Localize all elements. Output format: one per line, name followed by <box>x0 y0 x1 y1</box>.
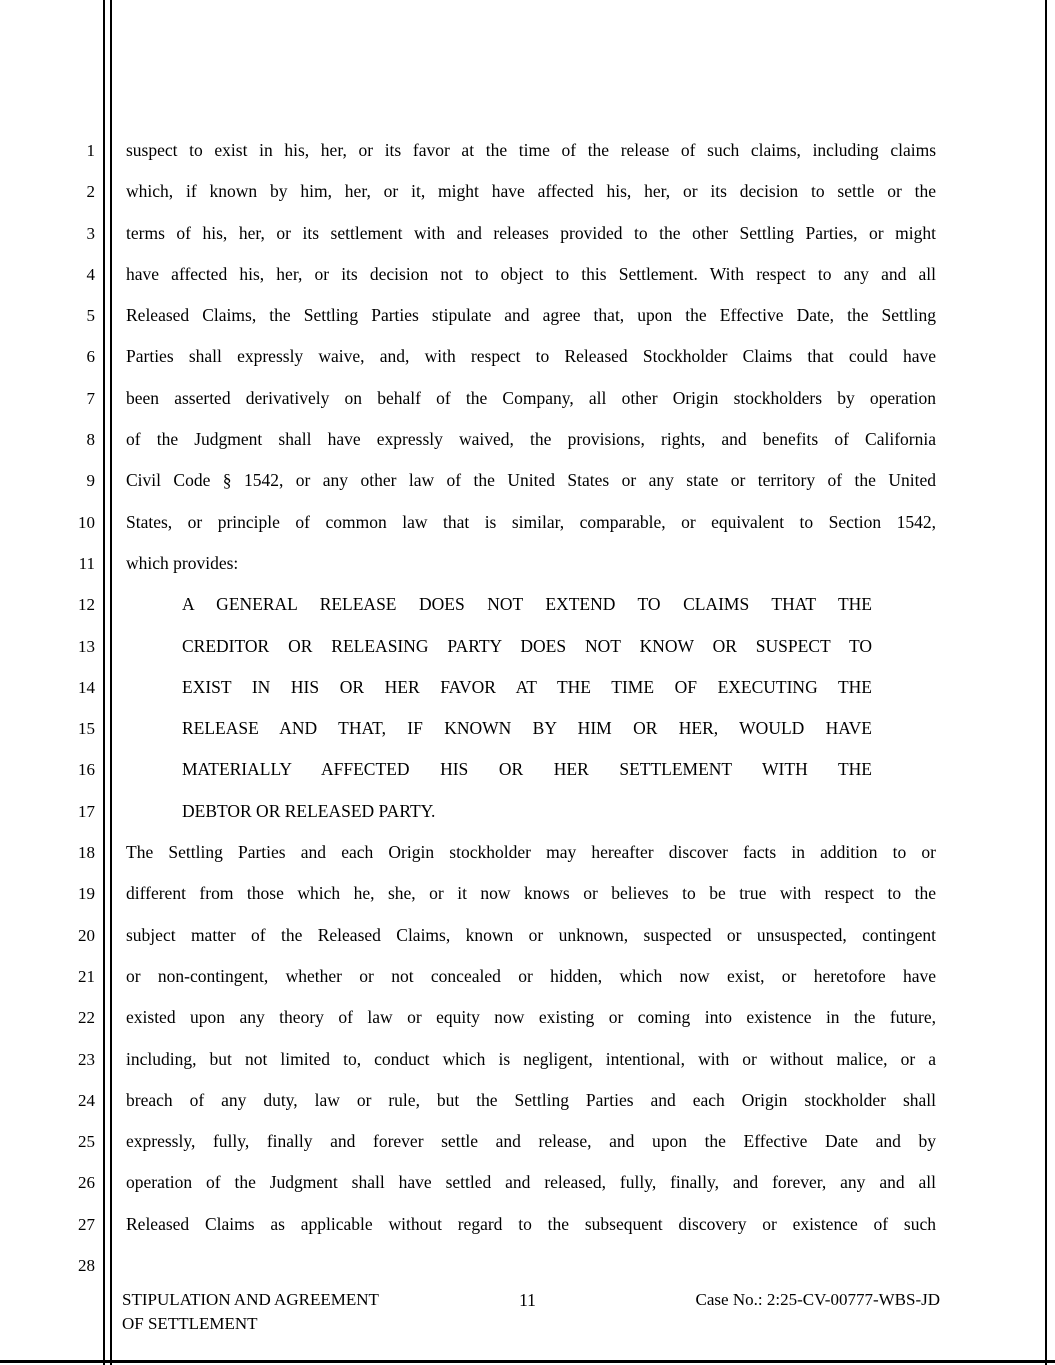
line-number: 19 <box>78 884 95 904</box>
line-number: 14 <box>78 677 95 697</box>
body-line: States, or principle of common law that is similar, comparable, or equivalent to Section 1542, <box>126 511 936 532</box>
line-number: 2 <box>86 182 95 202</box>
footer-case-number: Case No.: 2:25-CV-00777-WBS-JD <box>695 1290 940 1309</box>
footer-page-number: 11 <box>519 1290 536 1310</box>
line-number: 20 <box>78 925 95 945</box>
line-number: 8 <box>86 430 95 450</box>
quote-line: A GENERAL RELEASE DOES NOT EXTEND TO CLAIMS THAT THE <box>182 594 872 615</box>
bottom-page-rule <box>0 1360 1055 1363</box>
quote-line: CREDITOR OR RELEASING PARTY DOES NOT KNOW OR SUSPECT TO <box>182 635 872 656</box>
body-line: subject matter of the Released Claims, known or unknown, suspected or unsuspected, contingent <box>126 924 936 945</box>
body-line: different from those which he, she, or it now knows or believes to be true with respect to the <box>126 883 936 904</box>
line-number: 9 <box>86 471 95 491</box>
document-body <box>126 130 936 1245</box>
quote-line: DEBTOR OR RELEASED PARTY. <box>182 800 436 821</box>
body-line: existed upon any theory of law or equity now existing or coming into existence in the future, <box>126 1007 936 1028</box>
line-number: 6 <box>86 347 95 367</box>
line-number: 5 <box>86 306 95 326</box>
right-margin-rule <box>1045 0 1047 1365</box>
body-line: have affected his, her, or its decision not to object to this Settlement. With respect to any and all <box>126 263 936 284</box>
line-number: 4 <box>86 264 95 284</box>
body-line: operation of the Judgment shall have settled and released, fully, finally, and forever, any and all <box>126 1172 936 1193</box>
line-number: 1 <box>86 141 95 160</box>
body-line: Civil Code § 1542, or any other law of the United States or any state or territory of the United <box>126 470 936 491</box>
line-number: 24 <box>78 1090 95 1110</box>
line-number: 3 <box>86 223 95 243</box>
quote-line: MATERIALLY AFFECTED HIS OR HER SETTLEMENT WITH THE <box>182 759 872 780</box>
quote-line: RELEASE AND THAT, IF KNOWN BY HIM OR HER, WOULD HAVE <box>182 718 872 739</box>
line-number: 25 <box>78 1132 95 1152</box>
body-line: or non-contingent, whether or not concealed or hidden, which now exist, or heretofore have <box>126 965 936 986</box>
body-line: which, if known by him, her, or it, might have affected his, her, or its decision to settle or the <box>126 181 936 202</box>
line-number: 16 <box>78 760 95 780</box>
line-number: 11 <box>78 553 95 573</box>
line-number: 27 <box>78 1214 95 1234</box>
body-line: terms of his, her, or its settlement with and releases provided to the other Settling Parties, or might <box>126 222 936 243</box>
body-line: Parties shall expressly waive, and, with respect to Released Stockholder Claims that could have <box>126 346 936 367</box>
body-line: suspect to exist in his, her, or its favor at the time of the release of such claims, including claims <box>126 140 936 160</box>
quote-line: EXIST IN HIS OR HER FAVOR AT THE TIME OF EXECUTING THE <box>182 676 872 697</box>
line-number: 18 <box>78 843 95 863</box>
body-line: The Settling Parties and each Origin stockholder may hereafter discover facts in addition to or <box>126 842 936 863</box>
footer-title-line-1: STIPULATION AND AGREEMENT <box>122 1290 379 1309</box>
line-number-column <box>0 130 95 1286</box>
left-margin-double-rule <box>103 0 112 1365</box>
line-number: 28 <box>78 1256 95 1276</box>
line-number: 21 <box>78 966 95 986</box>
line-number: 10 <box>78 512 95 532</box>
body-line: Released Claims, the Settling Parties stipulate and agree that, upon the Effective Date, the Settling <box>126 305 936 326</box>
line-number: 12 <box>78 595 95 615</box>
body-line: been asserted derivatively on behalf of the Company, all other Origin stockholders by operation <box>126 387 936 408</box>
line-number: 26 <box>78 1173 95 1193</box>
block-quote-civil-code-1542 <box>126 584 936 832</box>
body-line: which provides: <box>126 552 239 573</box>
line-number: 22 <box>78 1008 95 1028</box>
body-line: Released Claims as applicable without regard to the subsequent discovery or existence of such <box>126 1213 936 1234</box>
line-number: 13 <box>78 636 95 656</box>
line-number: 17 <box>78 801 95 821</box>
footer-title-line-2: OF SETTLEMENT <box>122 1314 258 1333</box>
body-line: expressly, fully, finally and forever settle and release, and upon the Effective Date and by <box>126 1131 936 1152</box>
line-number: 7 <box>86 388 95 408</box>
body-line: breach of any duty, law or rule, but the Settling Parties and each Origin stockholder shall <box>126 1089 936 1110</box>
body-line: including, but not limited to, conduct which is negligent, intentional, with or without malice, or a <box>126 1048 936 1069</box>
line-number: 15 <box>78 719 95 739</box>
body-line: of the Judgment shall have expressly waived, the provisions, rights, and benefits of California <box>126 429 936 450</box>
line-number: 23 <box>78 1049 95 1069</box>
